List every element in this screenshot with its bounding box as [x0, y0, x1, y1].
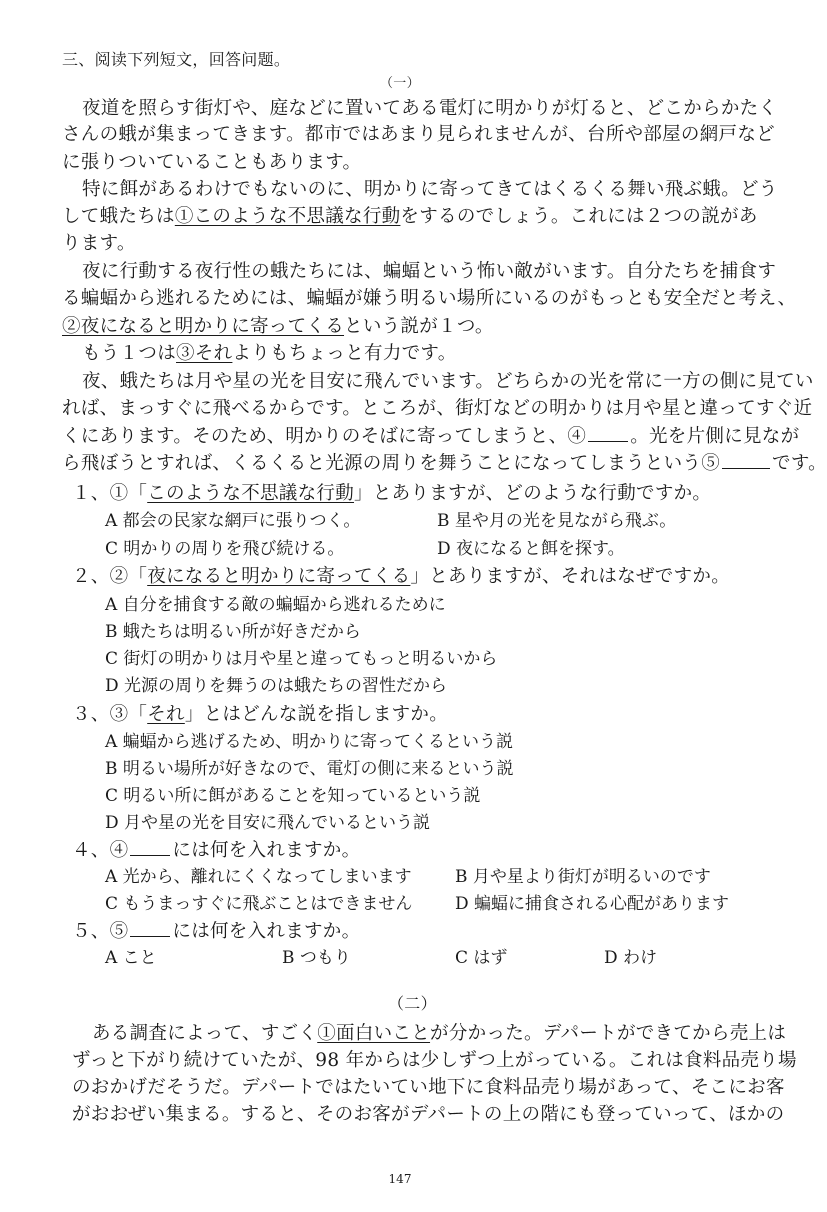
option-c[interactable]: C 街灯の明かりは月や星と違ってもっと明るいから — [105, 649, 498, 669]
answer-blank-5 — [722, 452, 770, 469]
question-4 — [72, 839, 360, 863]
text: ４、④ — [72, 840, 129, 861]
text: ある調査によって、すごく — [92, 1023, 318, 1044]
question-2 — [72, 565, 730, 589]
passage2-line: のおかげだそうだ。デパートではたいてい地下に食料品売り場があって、そこにお客 — [72, 1077, 785, 1098]
answer-blank — [130, 839, 170, 856]
option-a[interactable]: A こと — [105, 948, 157, 968]
option-b[interactable]: B 蛾たちは明るい所が好きだから — [105, 622, 361, 642]
text: して蛾たちは — [62, 206, 175, 227]
option-d[interactable]: D 夜になると餌を探す。 — [437, 539, 625, 559]
option-d[interactable]: D 蝙蝠に捕食される心配があります — [455, 894, 730, 914]
underlined-phrase: ①面白いこと — [317, 1023, 431, 1044]
text: 」とありますが、それはなぜですか。 — [410, 566, 731, 587]
section-heading: 三、阅读下列短文，回答问题。 — [62, 50, 291, 69]
passage1-label: （一） — [380, 76, 420, 91]
underlined-phrase-1: ①このような不思議な行動 — [174, 206, 401, 227]
text: 」とはどんな説を指しますか。 — [184, 704, 449, 725]
option-a[interactable]: A 蝙蝠から逃げるため、明かりに寄ってくるという説 — [105, 732, 513, 752]
text: をするのでしょう。これには２つの説があ — [400, 206, 758, 227]
passage1-line: に張りついていることもあります。 — [62, 152, 362, 173]
question-1 — [72, 482, 711, 506]
passage1-line: 夜道を照らす街灯や、庭などに置いてある電灯に明かりが灯ると、どこからかたく — [82, 98, 778, 119]
option-b[interactable]: B 月や星より街灯が明るいのです — [455, 867, 711, 887]
option-d[interactable]: D 光源の周りを舞うのは蛾たちの習性だから — [105, 676, 448, 696]
passage1-line: る蝙蝠から逃れるためには、蝙蝠が嫌う明るい場所にいるのがもっとも安全だと考え、 — [62, 288, 797, 309]
text: という説が１つ。 — [344, 316, 494, 337]
text: 」とありますが、どのような行動ですか。 — [354, 483, 712, 504]
text: もう１つは — [82, 343, 177, 364]
quoted-phrase: このような不思議な行動 — [147, 483, 355, 504]
text: ３、③「 — [72, 704, 148, 725]
text: ５、⑤ — [72, 921, 129, 942]
passage1-line: れば、まっすぐに飛べるからです。ところが、街灯などの明かりは月や星と違ってすぐ近 — [62, 398, 813, 419]
option-a[interactable]: A 光から、離れにくくなってしまいます — [105, 867, 412, 887]
option-b[interactable]: B 星や月の光を見ながら飛ぶ。 — [437, 511, 677, 531]
text: ら飛ぼうとすれば、くるくると光源の周りを舞うことになってしまうという⑤ — [62, 453, 721, 474]
text: ２、②「 — [72, 566, 148, 587]
option-b[interactable]: B つもり — [282, 948, 351, 968]
option-c[interactable]: C 明かりの周りを飛び続ける。 — [105, 539, 345, 559]
text: には何を入れますか。 — [172, 921, 361, 942]
passage2-label: （二） — [388, 994, 437, 1013]
underlined-phrase-3: ③それ — [176, 343, 233, 364]
text: １、①「 — [72, 483, 148, 504]
passage1-line — [82, 342, 457, 366]
quoted-phrase: それ — [147, 704, 185, 725]
answer-blank — [130, 920, 170, 937]
option-c[interactable]: C もうまっすぐに飛ぶことはできません — [105, 894, 413, 914]
question-5 — [72, 920, 360, 944]
passage1-line — [62, 205, 758, 229]
passage1-line — [62, 425, 799, 449]
passage1-line: ります。 — [62, 233, 136, 254]
option-d[interactable]: D わけ — [604, 948, 658, 968]
passage1-line: さんの蛾が集まってきます。都市ではあまり見られませんが、台所や部屋の網戸など — [62, 124, 775, 145]
option-c[interactable]: C 明るい所に餌があることを知っているという説 — [105, 786, 481, 806]
option-a[interactable]: A 自分を捕食する敵の蝙蝠から逃れるために — [105, 595, 446, 615]
text: です。 — [772, 453, 827, 474]
page-number: 147 — [388, 1172, 412, 1186]
text: が分かった。デパートができてから売上は — [430, 1023, 787, 1044]
passage1-line — [62, 315, 494, 339]
passage2-line: がおおぜい集まる。すると、そのお客がデパートの上の階にも登っていって、ほかの — [72, 1104, 785, 1125]
text: 。光を片側に見なが — [630, 426, 800, 447]
passage2-line: ずっと下がり続けていたが、98 年からは少しずつ上がっている。これは食料品売り場 — [72, 1050, 797, 1071]
option-a[interactable]: A 都会の民家な網戸に張りつく。 — [105, 511, 361, 531]
question-3 — [72, 703, 448, 727]
underlined-phrase-2: ②夜になると明かりに寄ってくる — [62, 316, 345, 337]
text: には何を入れますか。 — [172, 840, 361, 861]
passage1-line — [62, 452, 827, 476]
passage1-line: 夜に行動する夜行性の蛾たちには、蝙蝠という怖い敵がいます。自分たちを捕食す — [82, 261, 777, 282]
text: くにあります。そのため、明かりのそばに寄ってしまうと、④ — [62, 426, 587, 447]
text: よりもちょっと有力です。 — [232, 343, 457, 364]
quoted-phrase: 夜になると明かりに寄ってくる — [147, 566, 411, 587]
passage1-line: 特に餌があるわけでもないのに、明かりに寄ってきてはくるくる舞い飛ぶ蛾。どう — [82, 179, 778, 200]
answer-blank-4 — [588, 425, 628, 442]
option-c[interactable]: C はず — [455, 948, 508, 968]
passage1-line: 夜、蛾たちは月や星の光を目安に飛んでいます。どちらかの光を常に一方の側に見てい — [82, 371, 814, 392]
passage2-line — [92, 1022, 786, 1046]
option-d[interactable]: D 月や星の光を目安に飛んでいるという説 — [105, 813, 431, 833]
option-b[interactable]: B 明るい場所が好きなので、電灯の側に来るという説 — [105, 759, 514, 779]
